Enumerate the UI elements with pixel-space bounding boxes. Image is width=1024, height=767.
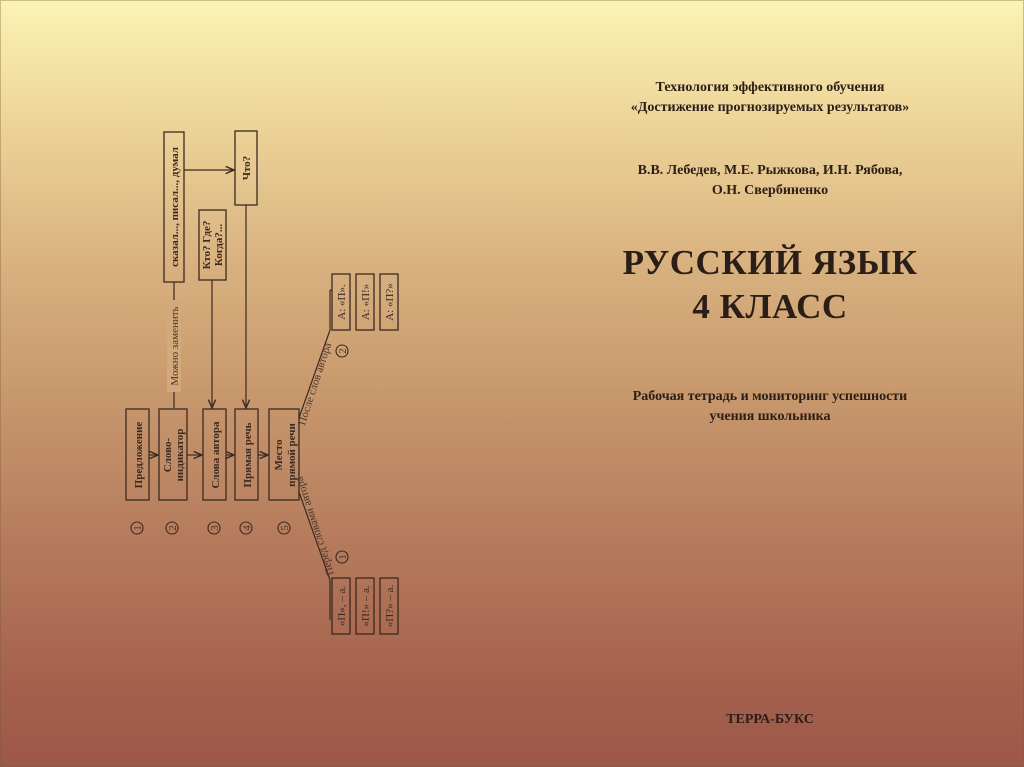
before-label: Перед словами автора: [293, 475, 337, 577]
author-questions-box: [199, 210, 226, 280]
step-number-4: [240, 522, 253, 534]
svg-text:3: 3: [209, 525, 221, 531]
step-5-label-line2: прямой речи: [286, 423, 298, 487]
step-2-label-line1: Слово-: [162, 437, 174, 473]
svg-text:2: 2: [167, 525, 179, 531]
speech-question-text: Что?: [241, 155, 253, 181]
before-pattern-3: [380, 578, 398, 634]
book-title: [560, 241, 980, 329]
step-number-5: [278, 522, 291, 534]
subtitle-line-1: Рабочая тетрадь и мониторинг успешности: [632, 389, 908, 404]
step-box-1: [126, 409, 149, 500]
subtitle-line-2: учения школьника: [709, 409, 831, 424]
svg-text:А: «П?»: А: «П?»: [384, 283, 396, 321]
svg-text:«П!» – а.: «П!» – а.: [360, 585, 372, 627]
series-line-1: Технология эффективного обучения: [655, 80, 885, 95]
step-number-3: [208, 522, 221, 534]
after-pattern-3: [380, 274, 398, 330]
author-questions-line1: Кто? Где?: [201, 220, 213, 270]
publisher: ТЕРРА-БУКС: [726, 712, 814, 727]
after-label: После слов автора: [296, 341, 335, 427]
svg-text:А: «П!»: А: «П!»: [360, 283, 372, 321]
indicator-words-text: сказал..., писал..., думал: [169, 147, 181, 267]
svg-text:4: 4: [241, 525, 253, 531]
step-box-2: [159, 409, 187, 500]
step-3-label: Слова автора: [210, 421, 222, 489]
after-pattern-2: [356, 274, 374, 330]
step-5-label-line1: Место: [273, 439, 285, 471]
svg-text:1: 1: [337, 554, 349, 560]
before-pattern-2: [356, 578, 374, 634]
series-line-2: «Достижение прогнозируемых результатов»: [630, 100, 910, 115]
title-line-2: 4 КЛАСС: [692, 287, 848, 326]
indicator-words-box: [164, 132, 184, 282]
svg-text:1: 1: [132, 525, 144, 531]
after-number: [336, 345, 349, 357]
svg-text:2: 2: [337, 348, 349, 354]
speech-question-box: [235, 131, 257, 205]
authors-line-2: О.Н. Свербиненко: [711, 183, 829, 198]
title-line-1: РУССКИЙ ЯЗЫК: [622, 243, 918, 282]
svg-text:5: 5: [279, 525, 291, 531]
cover-text: [560, 78, 980, 427]
svg-text:«П», – а.: «П», – а.: [336, 585, 348, 627]
author-questions-line2: Когда?...: [213, 223, 225, 267]
step-2-label-line2: индикатор: [174, 428, 186, 482]
speech-scheme-diagram: [0, 0, 440, 767]
step-box-4: [235, 409, 258, 500]
book-subtitle: [560, 387, 980, 427]
authors-line-1: В.В. Лебедев, М.Е. Рыжкова, И.Н. Рябова,: [637, 163, 903, 178]
step-number-1: [131, 522, 144, 534]
step-4-label: Прямая речь: [242, 422, 254, 488]
authors: [560, 161, 980, 201]
step-1-label: Предложение: [133, 421, 145, 489]
step-number-2: [166, 522, 179, 534]
svg-text:«П?» – а.: «П?» – а.: [384, 584, 396, 628]
before-number: [336, 551, 349, 563]
series-title: [560, 78, 980, 118]
step-box-5: [269, 409, 299, 500]
replace-label: Можно заменить: [169, 306, 181, 386]
after-pattern-1: [332, 274, 350, 330]
step-box-3: [203, 409, 226, 500]
svg-text:А: «П».: А: «П».: [336, 284, 348, 320]
before-pattern-1: [332, 578, 350, 634]
